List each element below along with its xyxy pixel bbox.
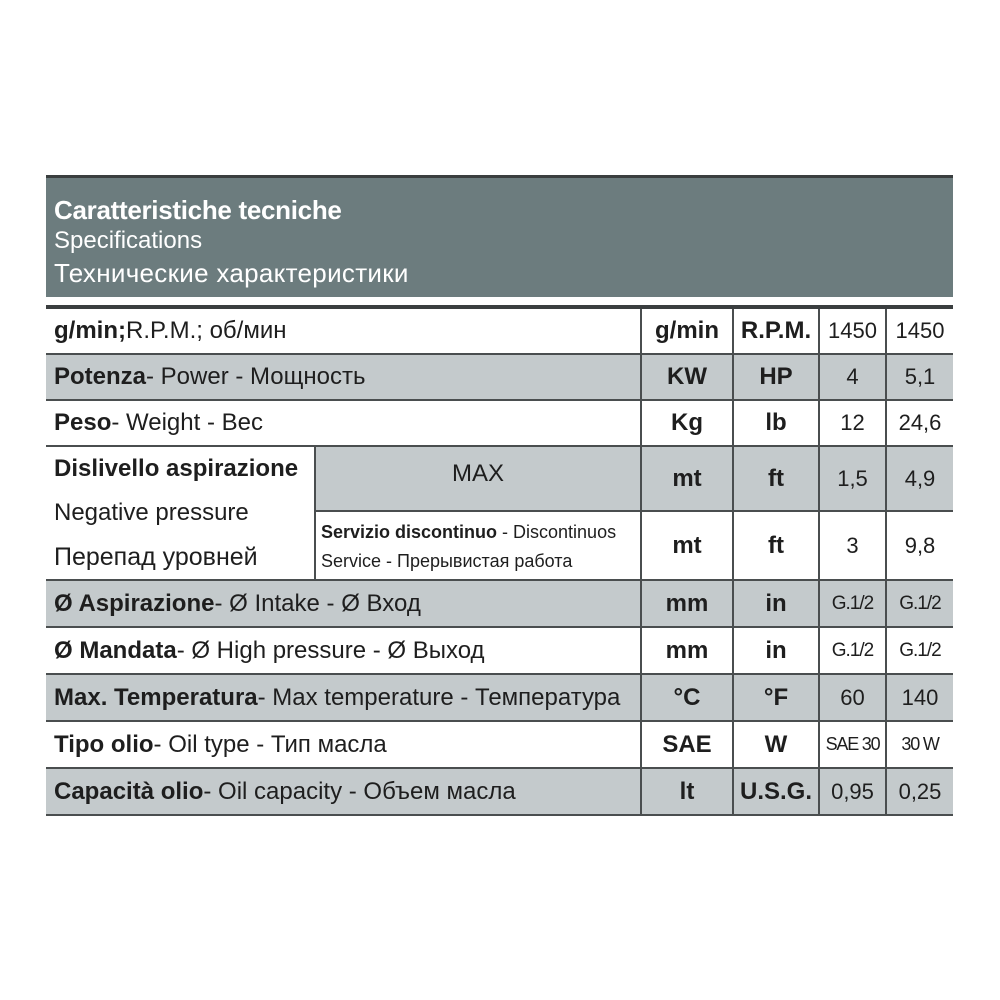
row-label: Ø Mandata - Ø High pressure - Ø Выход: [54, 636, 485, 664]
value-imperial: G.1/2: [885, 628, 953, 673]
service-label: Servizio discontinuo - Discontinuos Service - Прерывистая работа: [314, 512, 640, 579]
max-label: MAX: [314, 447, 640, 510]
unit-metric: mm: [640, 628, 732, 673]
unit-metric: mt: [640, 512, 732, 579]
value-imperial: 30 W: [885, 722, 953, 767]
value-metric: 60: [818, 675, 885, 720]
value-metric: SAE 30: [818, 722, 885, 767]
header-title-en: Specifications: [54, 227, 203, 254]
value-imperial: G.1/2: [885, 581, 953, 626]
unit-imperial: W: [732, 722, 818, 767]
label-it: Dislivello aspirazione: [54, 455, 299, 482]
value-metric: 0,95: [818, 769, 885, 814]
unit-imperial: R.P.M.: [732, 309, 818, 353]
unit-imperial: ft: [732, 512, 818, 579]
value-imperial: 24,6: [885, 401, 953, 445]
value-metric: G.1/2: [818, 581, 885, 626]
sub-row-max: [314, 447, 953, 512]
specifications-table: [46, 309, 953, 816]
value-metric: 4: [818, 355, 885, 399]
header-title-ru: Технические характеристики: [54, 258, 409, 288]
value-imperial: 140: [885, 675, 953, 720]
table-row-oil-type: [46, 722, 953, 769]
value-metric: 1450: [818, 309, 885, 353]
table-row-negative-pressure: [46, 447, 953, 581]
value-metric: 1,5: [818, 447, 885, 510]
row-label: Ø Aspirazione - Ø Intake - Ø Вход: [54, 589, 421, 617]
unit-imperial: HP: [732, 355, 818, 399]
unit-metric: mm: [640, 581, 732, 626]
unit-metric: g/min: [640, 309, 732, 353]
table-row-oil-capacity: [46, 769, 953, 816]
unit-imperial: in: [732, 581, 818, 626]
table-row-power: [46, 355, 953, 401]
header-title-it: Caratteristiche tecniche: [54, 195, 342, 225]
row-label: Potenza - Power - Мощность: [54, 363, 366, 390]
value-metric: 12: [818, 401, 885, 445]
table-row-intake: [46, 581, 953, 628]
value-metric: 3: [818, 512, 885, 579]
label-ru: Перепад уровней: [54, 543, 258, 571]
unit-imperial: ft: [732, 447, 818, 510]
unit-metric: Kg: [640, 401, 732, 445]
label-en: Negative pressure: [54, 499, 249, 526]
row-label: Tipo olio - Oil type - Тип масла: [54, 730, 387, 758]
value-imperial: 9,8: [885, 512, 953, 579]
unit-metric: SAE: [640, 722, 732, 767]
unit-metric: lt: [640, 769, 732, 814]
unit-imperial: U.S.G.: [732, 769, 818, 814]
unit-imperial: lb: [732, 401, 818, 445]
value-imperial: 1450: [885, 309, 953, 353]
unit-imperial: °F: [732, 675, 818, 720]
value-metric: G.1/2: [818, 628, 885, 673]
row-label: Max. Temperatura - Max temperature - Температура: [54, 683, 621, 711]
sub-row-service: [314, 512, 953, 579]
table-row-temperature: [46, 675, 953, 722]
row-label: Peso - Weight - Вес: [54, 409, 263, 436]
row-label: g/min; R.P.M.; об/мин: [54, 317, 287, 344]
unit-metric: mt: [640, 447, 732, 510]
value-imperial: 5,1: [885, 355, 953, 399]
unit-metric: KW: [640, 355, 732, 399]
specifications-header: [46, 175, 953, 297]
table-row-rpm: [46, 309, 953, 355]
value-imperial: 4,9: [885, 447, 953, 510]
unit-metric: °C: [640, 675, 732, 720]
unit-imperial: in: [732, 628, 818, 673]
negative-pressure-label: [46, 447, 314, 579]
table-row-weight: [46, 401, 953, 447]
table-row-outlet: [46, 628, 953, 675]
row-label: Capacità olio - Oil capacity - Объем масла: [54, 777, 516, 805]
value-imperial: 0,25: [885, 769, 953, 814]
